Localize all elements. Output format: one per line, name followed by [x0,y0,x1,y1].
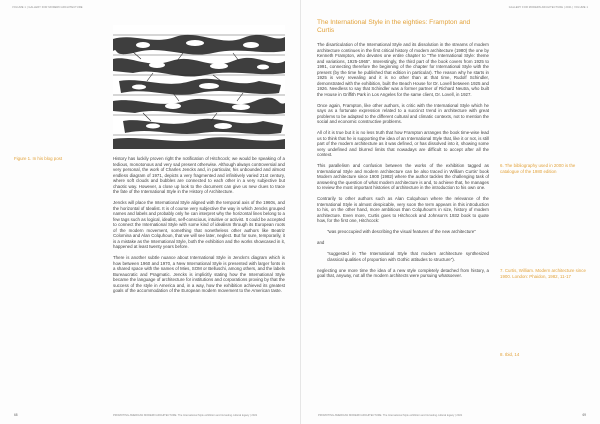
paragraph: History has luckily proven right the notification of Hitchcock; we would be speaking of a tedious, monotonous and very sad present otherwise. Although always controversial and very personal, the work of Charles Jencks and, in particular, his unbounded and almost endless diagram of 1971, depicts a very fragmented and infinitively varied 21st century, where soft clouds and bubbles are connected to each other in a very subjective but chaotic way. However, a close up look to the document can give us new clues to trace the fate of the International Style in the History of Architecture. [113,156,285,194]
figure-caption: Figure 1. In his blog post [14,156,63,161]
side-note: 7. Curtis, William. Modern architecture since 1900. London: Phaidon, 1982, 11-17 [500,268,586,279]
right-running-header: GALLERY FOR MODERN ARCHITECTURE | 2021 | VOLUME 1 [508,6,588,9]
paragraph: Once again, Frampton, like other authors, is critic with the International Style which he says as a fortunate expression related to a succinct trend in architecture with great problems to be adapted to the different cultural and climatic contexts, not to mention the social and economic constructive problems. [317,102,489,124]
right-body-text [317,42,489,284]
paragraph: neglecting one more time the idea of a new style completely detached from history, a goal that, anyway, not all the modern architects were pursuing whatsoever. [317,267,489,278]
paragraph: Contrarily to other authors such as Alan Colquhoun where the relevance of the International Style is almost despicable, very soon the term appears in this introduction to his, on the other hand, more ambitious than Colquhoun's in size, history of modern architecture. Even more, Curtis goes to Hitchcock and Johnson's 1932 book to quote how, for the first one, Hitchcock: [317,196,489,223]
paragraph: The disarticulation of the International Style and its dissolution in the streams of modern architecture continues in the first critical history of modern architecture (1980) the one by Kenneth Frampton, who devotes one entire chapter to "The International Style: theme and variations, 1925-1965". Interestingly, the third part of the book covers from 1925 to 1991, connecting therefore the beginning of the chapter for International Style with the present (by the time he published that edition in particular). The reason why he starts in 1925 is very revealing and it is no other than at that time, Rudolf Schindler, demonstrated with the exhibition, built the Beach House for Dr. Lovell between 1925 and 1926. Needless to say that Schindler was a former partner of Richard Neutra, who built the House in Griffith Park in Los Angeles for the same client, Dr. Lovell, in 1927. [317,42,489,97]
connector-text: and [317,240,325,245]
paragraph: All of it is true but it is no less truth that how Frampton arranges the book time-wise lead us to think that he is supporting the idea of an International Style that, like it or not, is still part of the modern architecture as it was defined, or has dissolved into it, showing some very undefined and blurred limits that nowadays are difficult to accept after all the context. [317,130,489,157]
paragraph: This parallelism and confusion between the works of the exhibition tagged as International Style and modern architecture can be also traced in William Curtis' book Modern architecture since 1900 (1982) where the author tackles the challenging task of answering the question of what modern architecture is and, to achieve that, he manages to review the most important histories of architecture in the introduction to his own one. [317,163,489,190]
left-body-text [113,156,285,299]
evolutionary-tree-diagram [113,25,285,149]
right-page-number: 69 [582,413,586,417]
paragraph: Jencks will place the International Style aligned with the temporal axis of the 1960s, and the horizontal of Idealist. It is of course very subjective the way in which Jencks grouped names and labels and probably only he can interpret why the horizontal lines belong to a few tags such as logical, idealist, self-conscious, intuitive or activist. It could be accepted to connect the International Style with some kind of idealism through its European roots of the modern movement, something that nonetheless other authors like Beatriz Colomina and Alan Colquhoun, that we will see later, neglect. But for sure, temporarily, it is a mistake as the International Style, both the exhibition and the works showcased in it, happened at least twenty years before. [113,200,285,249]
block-quote: "suggested in The International Style that modern architecture synthesized classical qualities of proportion with Gothic attitudes to structure"). [327,251,489,262]
left-page-number: 68 [14,413,18,417]
side-note: 6. The bibliography used in 2000 is the catalogue of the 1980 edition [500,163,576,174]
left-running-header: VOLUME 1 | GALLERY FOR MODERN ARCHITECTURE [12,6,83,9]
left-footer: PROMOTING AMERICAN MODERN ARCHITECTURE. The International Style exhibition and its lasting cultural legacy | 2021 [113,414,258,417]
paragraph: There is another subtle nuance about International Style in Jencks's diagram which is how between 1960 and 1970, a New International Style is presented with larger fonts in a shared space with the names of Mies, SOM or Belluschi, among others, and the labels Bureaucratic and Pragmatic. Jencks is implicitly stating how the International Style became the language of architecture for institutions and corporations proving by that the success of the style in America and, in a way, how the exhibition achieved its greatest goals of the accommodation of the European modern movement to the American taste. [113,255,285,293]
block-quote: "was preoccupied with describing the visual features of the new architecture" [327,229,476,234]
section-title: The International Style in the eighties: Frampton and Curtis [317,19,471,34]
right-footer: PROMOTING AMERICAN MODERN ARCHITECTURE. The International Style exhibition and its lasting cultural legacy | 2021 [318,414,463,417]
side-note: 8. Ibid, 14 [500,352,520,357]
